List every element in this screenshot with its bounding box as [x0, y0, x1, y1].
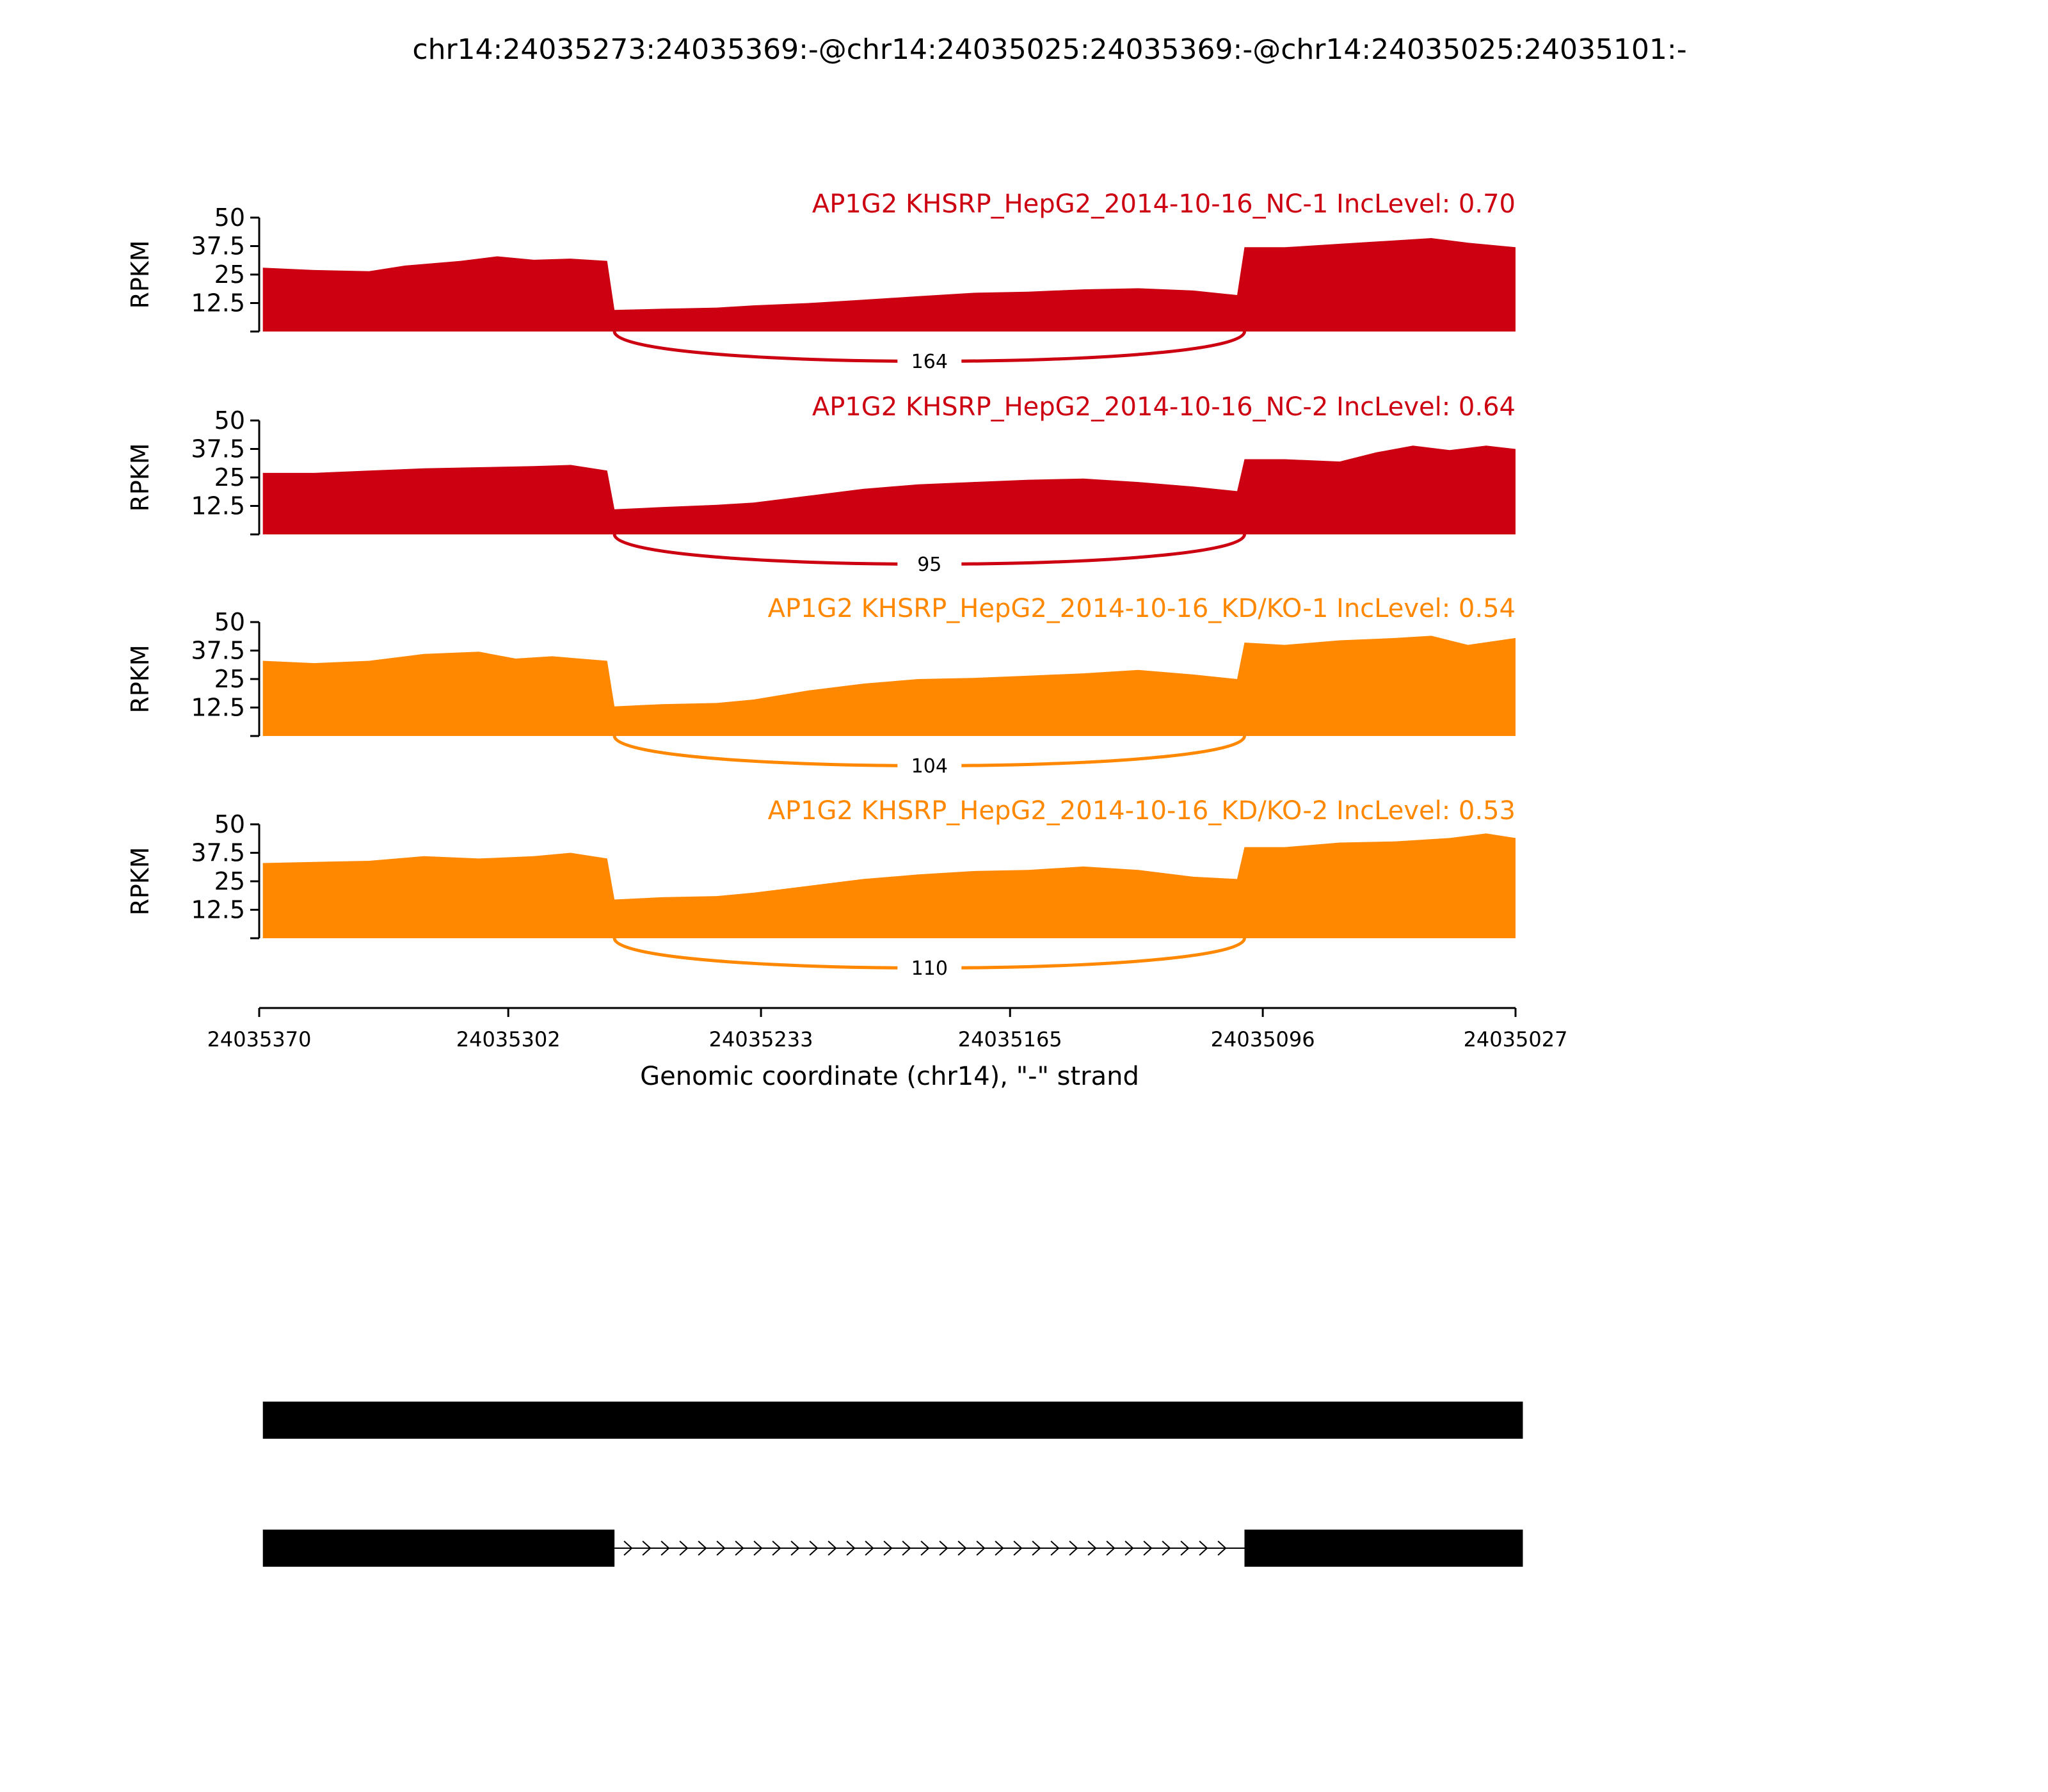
exon [263, 1402, 1523, 1439]
coverage-panel-1 [126, 189, 1516, 373]
coverage-panel-4 [126, 796, 1516, 980]
coverage-panel-2 [126, 392, 1516, 576]
gene-models [263, 1402, 1523, 1567]
gene-model-2 [263, 1530, 1523, 1567]
chart-title: chr14:24035273:24035369:-@chr14:24035025:24035369:-@chr14:24035025:24035101:- [412, 33, 1687, 66]
sample-label: AP1G2 KHSRP_HepG2_2014-10-16_KD/KO-1 IncLevel: 0.54 [767, 594, 1516, 623]
y-tick-label: 25 [214, 665, 245, 693]
x-tick-label: 24035096 [1210, 1027, 1315, 1052]
y-tick-label: 37.5 [191, 636, 245, 665]
x-axis [207, 1008, 1568, 1052]
junction-count: 164 [911, 351, 948, 373]
gene-model-1 [263, 1402, 1523, 1439]
y-tick-label: 12.5 [191, 693, 245, 722]
x-tick-label: 24035027 [1463, 1027, 1568, 1052]
exon [1244, 1530, 1523, 1567]
y-axis-label: RPKM [126, 240, 154, 309]
sample-label: AP1G2 KHSRP_HepG2_2014-10-16_KD/KO-2 IncLevel: 0.53 [767, 796, 1516, 826]
y-tick-label: 37.5 [191, 838, 245, 867]
sample-label: AP1G2 KHSRP_HepG2_2014-10-16_NC-2 IncLevel: 0.64 [812, 392, 1516, 422]
coverage-panels [126, 189, 1516, 980]
x-tick-label: 24035165 [957, 1027, 1062, 1052]
y-tick-label: 12.5 [191, 289, 245, 317]
y-tick-label: 37.5 [191, 435, 245, 463]
y-axis-label: RPKM [126, 847, 154, 916]
y-tick-label: 25 [214, 260, 245, 289]
coverage-area [263, 833, 1516, 938]
y-tick-label: 50 [214, 406, 245, 435]
x-tick-label: 24035370 [207, 1027, 312, 1052]
y-axis-label: RPKM [126, 644, 154, 714]
y-tick-label: 37.5 [191, 232, 245, 260]
junction-count: 110 [911, 957, 948, 980]
coverage-area [263, 445, 1516, 534]
exon [263, 1530, 614, 1567]
y-tick-label: 12.5 [191, 895, 245, 924]
y-tick-label: 50 [214, 204, 245, 232]
y-tick-label: 50 [214, 810, 245, 838]
junction-count: 104 [911, 755, 948, 778]
coverage-panel-3 [126, 594, 1516, 778]
y-tick-label: 25 [214, 867, 245, 895]
y-tick-label: 25 [214, 463, 245, 492]
coverage-area [263, 636, 1516, 736]
sample-label: AP1G2 KHSRP_HepG2_2014-10-16_NC-1 IncLevel: 0.70 [812, 189, 1516, 219]
x-tick-label: 24035233 [708, 1027, 813, 1052]
junction-count: 95 [917, 554, 942, 576]
y-axis-label: RPKM [126, 443, 154, 512]
x-tick-label: 24035302 [456, 1027, 561, 1052]
y-tick-label: 50 [214, 608, 245, 636]
coverage-area [263, 238, 1516, 332]
x-axis-label: Genomic coordinate (chr14), "-" strand [640, 1062, 1139, 1091]
y-tick-label: 12.5 [191, 492, 245, 520]
